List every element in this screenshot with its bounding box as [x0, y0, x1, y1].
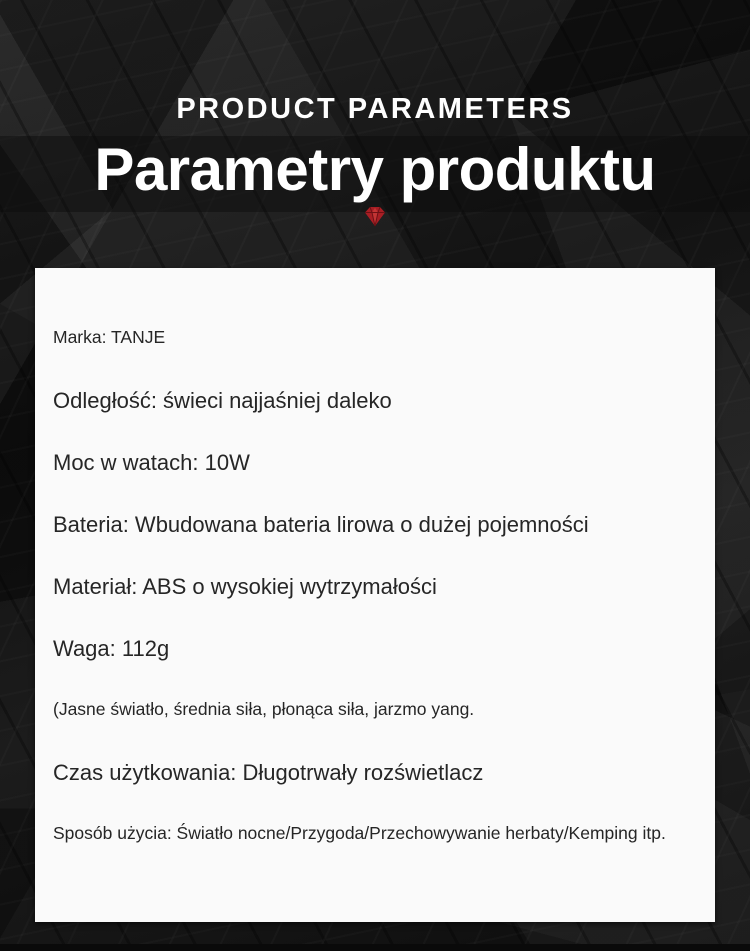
spec-row-waga: Waga: 112g [53, 636, 170, 661]
spec-card [35, 268, 715, 922]
spec-row-material: Materiał: ABS o wysokiej wytrzymałości [53, 574, 437, 599]
spec-row-moc: Moc w watach: 10W [53, 450, 250, 475]
spec-row-tryby-swiatla: (Jasne światło, średnia siła, płonąca siła, jarzmo yang. [53, 699, 475, 719]
spec-row-czas-uzytkowania: Czas użytkowania: Długotrwały rozświetlacz [53, 760, 484, 785]
red-gem-icon [363, 204, 387, 228]
spec-row-bateria: Bateria: Wbudowana bateria lirowa o dużej pojemności [53, 512, 589, 537]
spec-row-odleglosc: Odległość: świeci najjaśniej daleko [53, 388, 392, 413]
eyebrow-heading: PRODUCT PARAMETERS [176, 93, 574, 125]
bottom-edge-strip [0, 944, 750, 951]
spec-row-sposob-uzycia: Sposób użycia: Światło nocne/Przygoda/Przechowywanie herbaty/Kemping itp. [53, 823, 666, 843]
page-title: Parametry produktu [94, 136, 656, 203]
spec-row-marka: Marka: TANJE [53, 327, 166, 347]
